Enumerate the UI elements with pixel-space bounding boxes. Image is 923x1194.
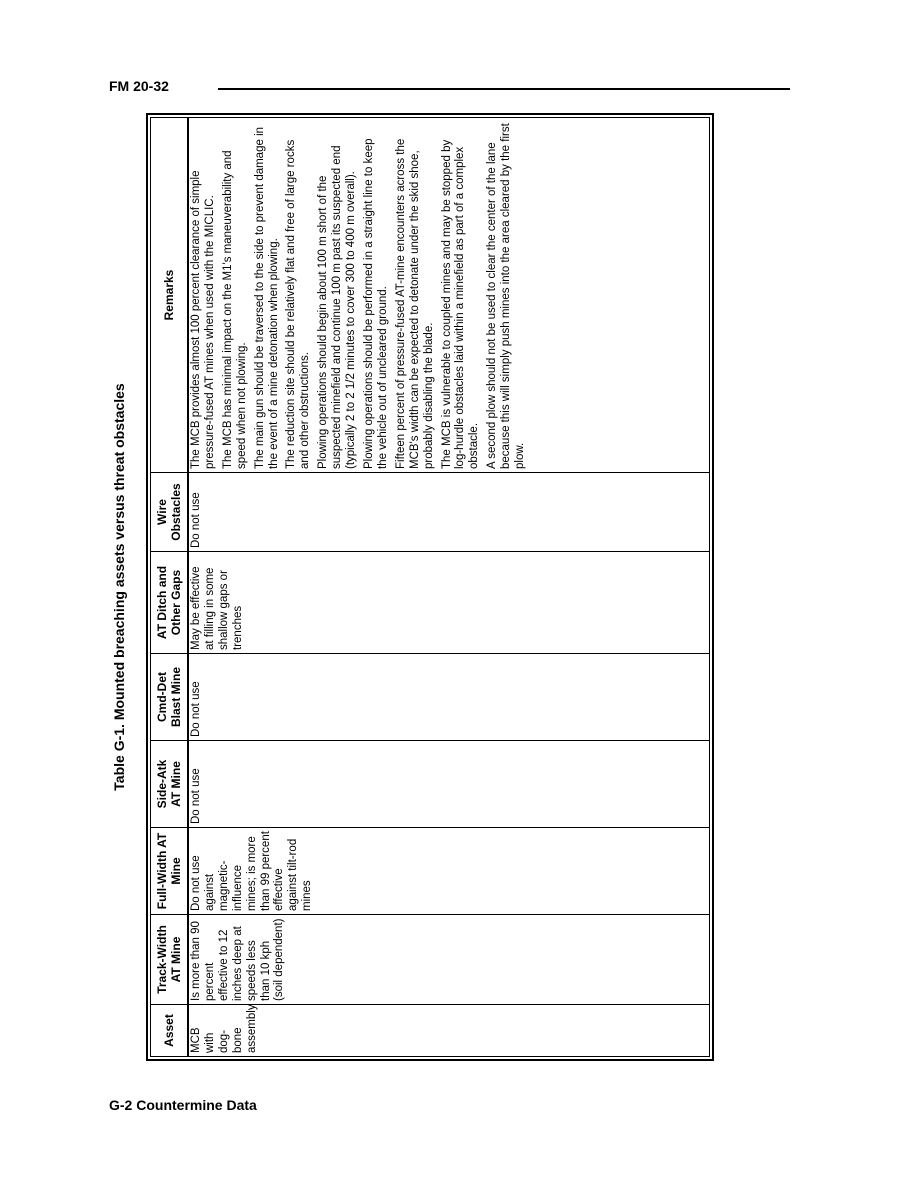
- breaching-assets-table: [150, 117, 710, 1057]
- column-header-remarks: Remarks: [151, 118, 189, 473]
- table-header-row: [151, 118, 189, 1057]
- cell-wire: Do not use: [188, 473, 710, 552]
- cell-asset: MCB with dog-bone assembly: [188, 1005, 710, 1057]
- cell-cmd-det: Do not use: [188, 654, 710, 741]
- cell-track-width: Is more than 90 percent effective to 12 inches deep at speeds less than 10 kph (soil dependent): [188, 915, 710, 1005]
- manual-number: FM 20-32: [109, 78, 169, 94]
- column-header-track-width: Track-Width AT Mine: [151, 915, 189, 1005]
- cell-side-atk: Do not use: [188, 741, 710, 828]
- column-header-full-width: Full-Width AT Mine: [151, 828, 189, 915]
- column-header-side-atk: Side-Atk AT Mine: [151, 741, 189, 828]
- cell-full-width: Do not use against magnetic-influence mines; is more than 99 percent effective against tilt-rod mines: [188, 828, 710, 915]
- cell-remarks: [188, 118, 710, 473]
- column-header-ditch: AT Ditch and Other Gaps: [151, 552, 189, 654]
- remark-paragraph: The MCB provides almost 100 percent clearance of simple pressure-fused AT mines when used with the MICLIC.: [190, 170, 216, 469]
- remark-paragraph: Fifteen percent of pressure-fused AT-mine encounters across the MCB's width can be expected to detonate under the skid shoe, probably disabling the blade.: [394, 138, 435, 469]
- remark-paragraph: The reduction site should be relatively flat and free of large rocks and other obstructions.: [285, 139, 312, 469]
- remark-paragraph: The MCB is vulnerable to coupled mines and may be stopped by log-hurdle obstacles laid within a minefield as part of a complex obstacle.: [440, 139, 481, 469]
- remark-paragraph: A second plow should not be used to clear the center of the lane because this will simply push mines into the area cleared by the first plow.: [486, 123, 527, 469]
- table-row: [188, 118, 710, 1057]
- rotated-table-block: [111, 113, 714, 1061]
- header-rule: [218, 88, 790, 90]
- remark-paragraph: Plowing operations should begin about 100 m short of the suspected minefield and continue 100 m past its suspected end (typically 2 to 2 1/2 minutes to cover 300 to 400 m overall).: [317, 145, 358, 469]
- remark-paragraph: Plowing operations should be performed in a straight line to keep the vehicle out of uncleared ground.: [362, 138, 389, 469]
- table-caption: Table G-1. Mounted breaching assets versus threat obstacles: [111, 383, 127, 791]
- cell-ditch: May be effective at filling in some shallow gaps or trenches: [188, 552, 710, 654]
- column-header-cmd-det: Cmd-Det Blast Mine: [151, 654, 189, 741]
- column-header-asset: Asset: [151, 1005, 189, 1057]
- remark-paragraph: The MCB has minimal impact on the M1's maneuverability and speed when not plowing.: [221, 150, 248, 469]
- remark-paragraph: The main gun should be traversed to the side to prevent damage in the event of a mine detonation when plowing.: [253, 126, 280, 469]
- column-header-wire: Wire Obstacles: [151, 473, 189, 552]
- page-footer: G-2 Countermine Data: [109, 1097, 257, 1113]
